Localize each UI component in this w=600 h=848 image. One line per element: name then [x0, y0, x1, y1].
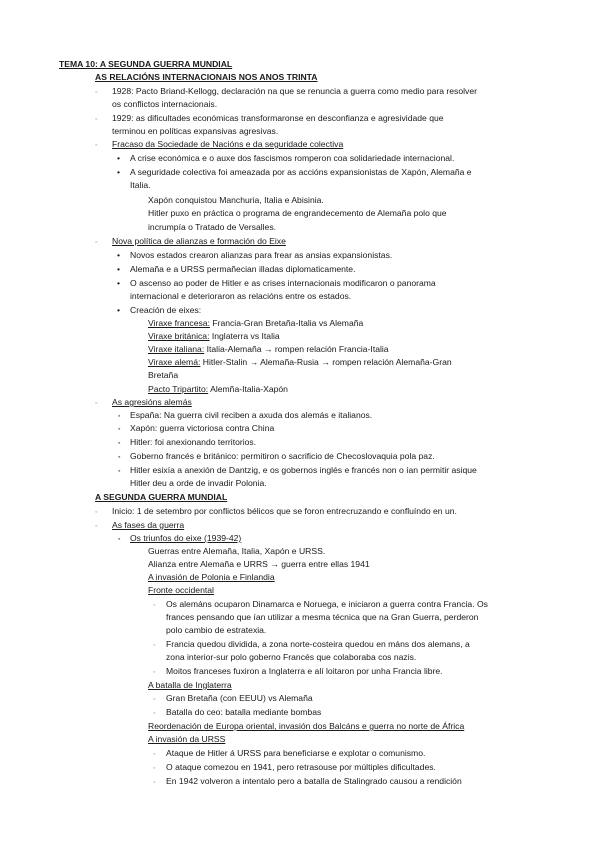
list-item-text: En 1942 volveron a intentalo pero a batalla de Stalingrado causou a rendición: [166, 776, 462, 786]
list-marker: ▪: [118, 536, 121, 543]
list-marker: ◦: [95, 523, 98, 530]
list-item-text: Ataque de Hitler á URSS para beneficiarse e explotar o comunismo.: [166, 748, 426, 758]
axis-label: Viraxe francesa:: [148, 318, 210, 328]
axis-line: [148, 384, 288, 395]
list-item-text: A seguridade colectiva foi ameazada por as accións expansionistas de Xapón, Alemaña e: [130, 167, 472, 177]
list-item-text: Francia quedou dividida, a zona norte-costeira quedou en máns dos alemans, a: [166, 639, 470, 649]
list-marker: ◦: [153, 602, 156, 609]
list-item-text: Hitler: foi anexionando territorios.: [130, 437, 257, 447]
list-marker: ◦: [153, 779, 156, 786]
list-item-text: Gran Bretaña (con EEUU) vs Alemaña: [166, 693, 313, 703]
list-marker: •: [117, 167, 121, 177]
list-item-text: 1929: as dificultades económicas transformaronse en desconfianza e agresividade que: [112, 113, 444, 123]
list-item-text: Hitler esixía a anexión de Dantzig, e os gobernos inglés e francés non o ían permitir asique: [130, 465, 477, 475]
section-heading-second-world-war: A SEGUNDA GUERRA MUNDIAL: [95, 492, 228, 502]
list-item-text: Moitos franceses fuxiron a Inglaterra e alí loitaron por unha Francia libre.: [166, 666, 443, 676]
list-marker: ◦: [153, 669, 156, 676]
list-item-text: Xapón: guerra victoriosa contra China: [130, 423, 275, 433]
subheading-poland-finland: A invasión de Polonia e Finlandia: [148, 572, 275, 582]
axis-line: [148, 331, 280, 342]
list-item-text: os conflictos internacionais.: [112, 99, 218, 109]
list-marker: •: [117, 153, 121, 163]
list-item-text: Alianza entre Alemaña e URRS → guerra entre ellas 1941: [148, 559, 370, 569]
list-item-text: Hitler deu a orde de invadir Polonia.: [130, 478, 267, 488]
axis-label: Viraxe italiana:: [148, 344, 205, 354]
list-marker: ▪: [118, 426, 121, 433]
axis-label: Pacto Tripartito:: [148, 384, 209, 394]
list-marker: ◦: [153, 696, 156, 703]
axis-text: Bretaña: [148, 370, 179, 380]
list-item-text: Novos estados crearon alianzas para frear as ansias expansionistas.: [130, 250, 393, 260]
axis-line: [148, 318, 363, 329]
axis-line: [148, 357, 452, 368]
list-marker: ◦: [95, 116, 98, 123]
axis-label: Viraxe británica:: [148, 331, 210, 341]
list-marker: •: [117, 250, 121, 260]
axis-text: Francia-Gran Bretaña-Italia vs Alemaña: [209, 318, 364, 328]
list-item-text: zona interior-sur polo goberno Francés que colaboraba cos nazis.: [166, 652, 417, 662]
axis-text: Alemña-Italia-Xapón: [208, 384, 288, 394]
list-marker: ◦: [95, 142, 98, 149]
list-marker: •: [117, 278, 121, 288]
list-item-text: O ataque comezou en 1941, pero retrasouse por múltiples dificultades.: [166, 762, 436, 772]
list-marker: ◦: [153, 642, 156, 649]
axis-text: Italia-Alemaña → rompen relación Francia-Italia: [204, 344, 389, 354]
list-item-text: incrumpía o Tratado de Versalles.: [148, 222, 277, 232]
list-item-text: terminou en políticas expansivas agresivas.: [112, 126, 279, 136]
list-marker: ◦: [153, 710, 156, 717]
list-marker: ▪: [118, 440, 121, 447]
subheading-collective-security: Fracaso da Sociedade de Nacións e da seguridade colectiva: [112, 139, 344, 149]
list-item-text: O ascenso ao poder de Hitler e as crises internacionais modificaron o panorama: [130, 278, 436, 288]
list-item-text: España: Na guerra civil reciben a axuda dos alemás e italianos.: [130, 410, 373, 420]
section-heading-international-relations: AS RELACIÓNS INTERNACIONAIS NOS ANOS TRINTA: [95, 72, 318, 82]
list-marker: ◦: [95, 509, 98, 516]
subheading-battle-of-britain: A batalla de Inglaterra: [148, 680, 232, 690]
subheading-western-front: Fronte occidental: [148, 585, 214, 595]
list-item-text: Hitler puxo en práctica o programa de engrandecemento de Alemaña polo que: [148, 208, 447, 218]
list-marker: ◦: [95, 400, 98, 407]
list-item-text: Italia.: [130, 180, 151, 190]
subheading-german-aggressions: As agresións alemás: [112, 397, 192, 407]
list-item-text: frances pensando que ían utilizar a mesma técnica que na Gran Guerra, perderon: [166, 612, 479, 622]
list-marker: ◦: [95, 89, 98, 96]
document-title: TEMA 10: A SEGUNDA GUERRA MUNDIAL: [59, 59, 233, 69]
list-item-text: 1928: Pacto Briand-Kellogg, declaración na que se renuncia a guerra como medio para resolver: [112, 86, 477, 96]
list-marker: ▪: [118, 413, 121, 420]
list-marker: ▪: [118, 468, 121, 475]
list-marker: ◦: [153, 751, 156, 758]
list-item-text: Batalla do ceo: batalla mediante bombas: [166, 707, 322, 717]
list-marker: ◦: [153, 765, 156, 772]
axis-label: Viraxe alemá:: [148, 357, 201, 367]
subheading-ussr-invasion: A invasión da URSS: [148, 734, 226, 744]
list-marker: ◦: [95, 239, 98, 246]
list-item-text: Inicio: 1 de setembro por conflictos bélicos que se foron entrecruzando e confluíndo en un.: [112, 506, 457, 516]
list-item-text: Xapón conquistou Manchuria, Italia e Abisinia.: [148, 195, 324, 205]
list-item-text: Os alemáns ocuparon Dinamarca e Noruega, e iniciaron a guerra contra Francia. Os: [166, 599, 488, 609]
axis-line: [148, 344, 389, 355]
list-item-text: internacional e deterioraron as relacións entre os estados.: [130, 291, 352, 301]
subheading-alliances: Nova política de alianzas e formación do Eixe: [112, 236, 286, 246]
list-marker: ▪: [118, 454, 121, 461]
subheading-war-phases: As fases da guerra: [112, 520, 185, 530]
list-item-text: Creación de eixes:: [130, 305, 202, 315]
list-item-text: A crise económica e o auxe dos fascismos romperon coa solidariedade internacional.: [130, 153, 455, 163]
subheading-axis-triumphs: Os triunfos do eixe (1939-42): [130, 533, 242, 543]
list-marker: •: [117, 305, 121, 315]
subheading-eastern-europe: Reordenación de Europa oriental, invasión dos Balcáns e guerra no norte de África: [148, 721, 465, 731]
list-marker: •: [117, 264, 121, 274]
list-item-text: Alemaña e a URSS permañecian illadas diplomaticamente.: [130, 264, 356, 274]
list-item-text: Goberno francés e británico: permitiron o sacrificio de Checoslovaquia pola paz.: [130, 451, 435, 461]
axis-text: Inglaterra vs Italia: [209, 331, 280, 341]
list-item-text: polo cambio de estratexia.: [166, 625, 267, 635]
list-item-text: Guerras entre Alemaña, Italia, Xapón e URSS.: [148, 546, 326, 556]
axis-text: Hitler-Stalin → Alemaña-Rusia → rompen relación Alemaña-Gran: [200, 357, 452, 367]
